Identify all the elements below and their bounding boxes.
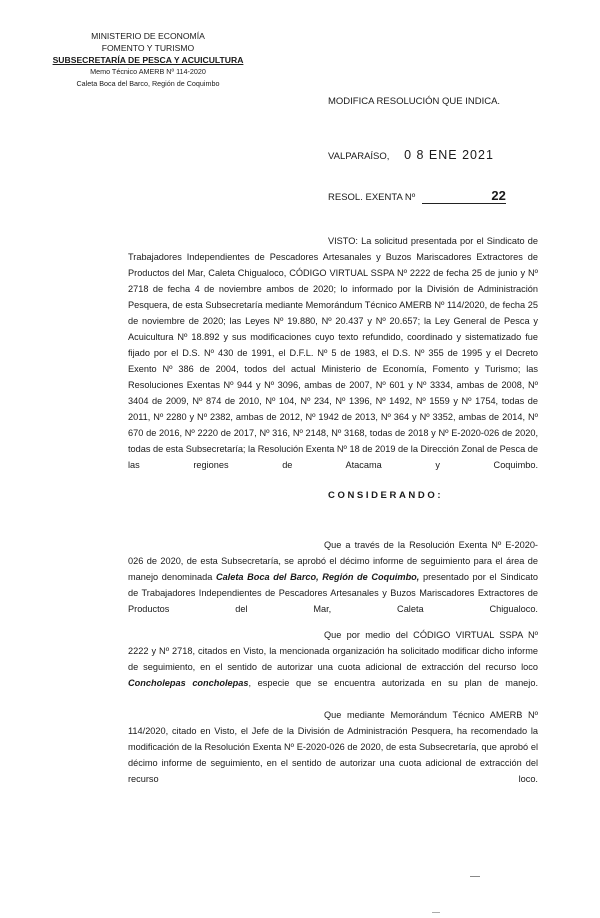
resolution-number bbox=[328, 188, 506, 204]
visto-paragraph: VISTO: La solicitud presentada por el Sindicato de Trabajadores Independientes de Pescadores Artesanales y Buzos Mariscadores Extractores de Productos del Mar, Caleta Chigualoco, CÓDIGO VIRTUAL SSPA Nº 2222 de fecha 25 de junio y Nº 2718 de fecha 4 de noviembre ambos de 2020; lo informado por la División de Administración Pesquera, de esta Subsecretaría mediante Memorándum Técnico AMERB Nº 114/2020, de fecha 25 de noviembre de 2020; las Leyes Nº 19.880, Nº 20.437 y Nº 20.657; la Ley General de Pesca y Acuicultura Nº 18.892 y sus modificaciones cuyo texto refundido, coordinado y sistematizado fue fijado por el D.S. Nº 430 de 1991, el D.F.L. Nº 5 de 1983, el D.S. Nº 355 de 1995 y el Decreto Exento Nº 386 de 2004, todos del actual Ministerio de Economía, Fomento y Turismo; las Resoluciones Exentas Nº 944 y Nº 3096, ambas de 2007, Nº 601 y Nº 3334, ambas de 2008, Nº 3404 de 2009, Nº 874 de 2010, Nº 104, Nº 234, Nº 1396, Nº 1492, Nº 1559 y Nº 1754, todas de 2011, Nº 2280 y Nº 2382, ambas de 2012, Nº 1942 de 2013, Nº 364 y Nº 3352, ambas de 2014, Nº 670 de 2016, Nº 2220 de 2017, Nº 316, Nº 2148, Nº 3168, todas de 2018 y Nº E-2020-026 de 2020, todas de esta Subsecretaría; la Resolución Exenta Nº 18 de 2019 de la Dirección Zonal de Pesca de las regiones de Atacama y Coquimbo. bbox=[128, 236, 538, 470]
ministry-name: MINISTERIO DE ECONOMÍA bbox=[91, 31, 205, 41]
resolution-value: 22 bbox=[422, 188, 506, 204]
considerando-heading: CONSIDERANDO: bbox=[328, 490, 444, 501]
page-mark bbox=[470, 876, 480, 877]
considerando-paragraph-1: Que a través de la Resolución Exenta Nº E-2020-026 de 2020, de esta Subsecretaría, se aprobó el décimo informe de seguimiento para el área de manejo denominada Caleta Boca del Barco, Región de Coquimbo, presentado por el Sindicato de Trabajadores Independientes de Pescadores Artesanales y Buzos Mariscadores Extractores de Productos del Mar, Caleta Chigualoco. bbox=[128, 540, 538, 614]
area-name: Caleta Boca del Barco, Región de Coquimbo, bbox=[215, 572, 420, 582]
considerando-paragraph-2: Que por medio del CÓDIGO VIRTUAL SSPA Nº 2222 y Nº 2718, citados en Visto, la mencionada organización ha solicitado modificar dicho informe de seguimiento, en el sentido de autorizar una cuota adicional de extracción del recurso loco Concholepas concholepas, especie que se encuentra autorizada en su plan de manejo. bbox=[128, 630, 538, 688]
ministry-sub: FOMENTO Y TURISMO bbox=[101, 43, 195, 53]
memo-reference: Memo Técnico AMERB Nº 114-2020 bbox=[90, 67, 206, 76]
place-label: VALPARAÍSO, bbox=[328, 151, 390, 162]
letterhead bbox=[48, 30, 248, 90]
species-name: Concholepas concholepas bbox=[128, 678, 249, 688]
considerando-paragraph-3: Que mediante Memorándum Técnico AMERB Nº 114/2020, citado en Visto, el Jefe de la División de Administración Pesquera, ha recomendado la modificación de la Resolución Exenta Nº E-2020-026 de 2020, de esta Subsecretaría, que aprobó el décimo informe de seguimiento, en el sentido de autorizar una cuota adicional de extracción del recurso loco. bbox=[128, 710, 538, 784]
resolution-label: RESOL. EXENTA Nº bbox=[328, 192, 416, 203]
area-reference: Caleta Boca del Barco, Región de Coquimbo bbox=[76, 79, 220, 88]
subject-line: MODIFICA RESOLUCIÓN QUE INDICA. bbox=[328, 96, 501, 107]
undersecretariat: SUBSECRETARÍA DE PESCA Y ACUICULTURA bbox=[52, 55, 244, 65]
page-mark bbox=[432, 912, 440, 913]
place-date bbox=[328, 148, 494, 162]
date-stamp: 0 8 ENE 2021 bbox=[404, 148, 494, 162]
